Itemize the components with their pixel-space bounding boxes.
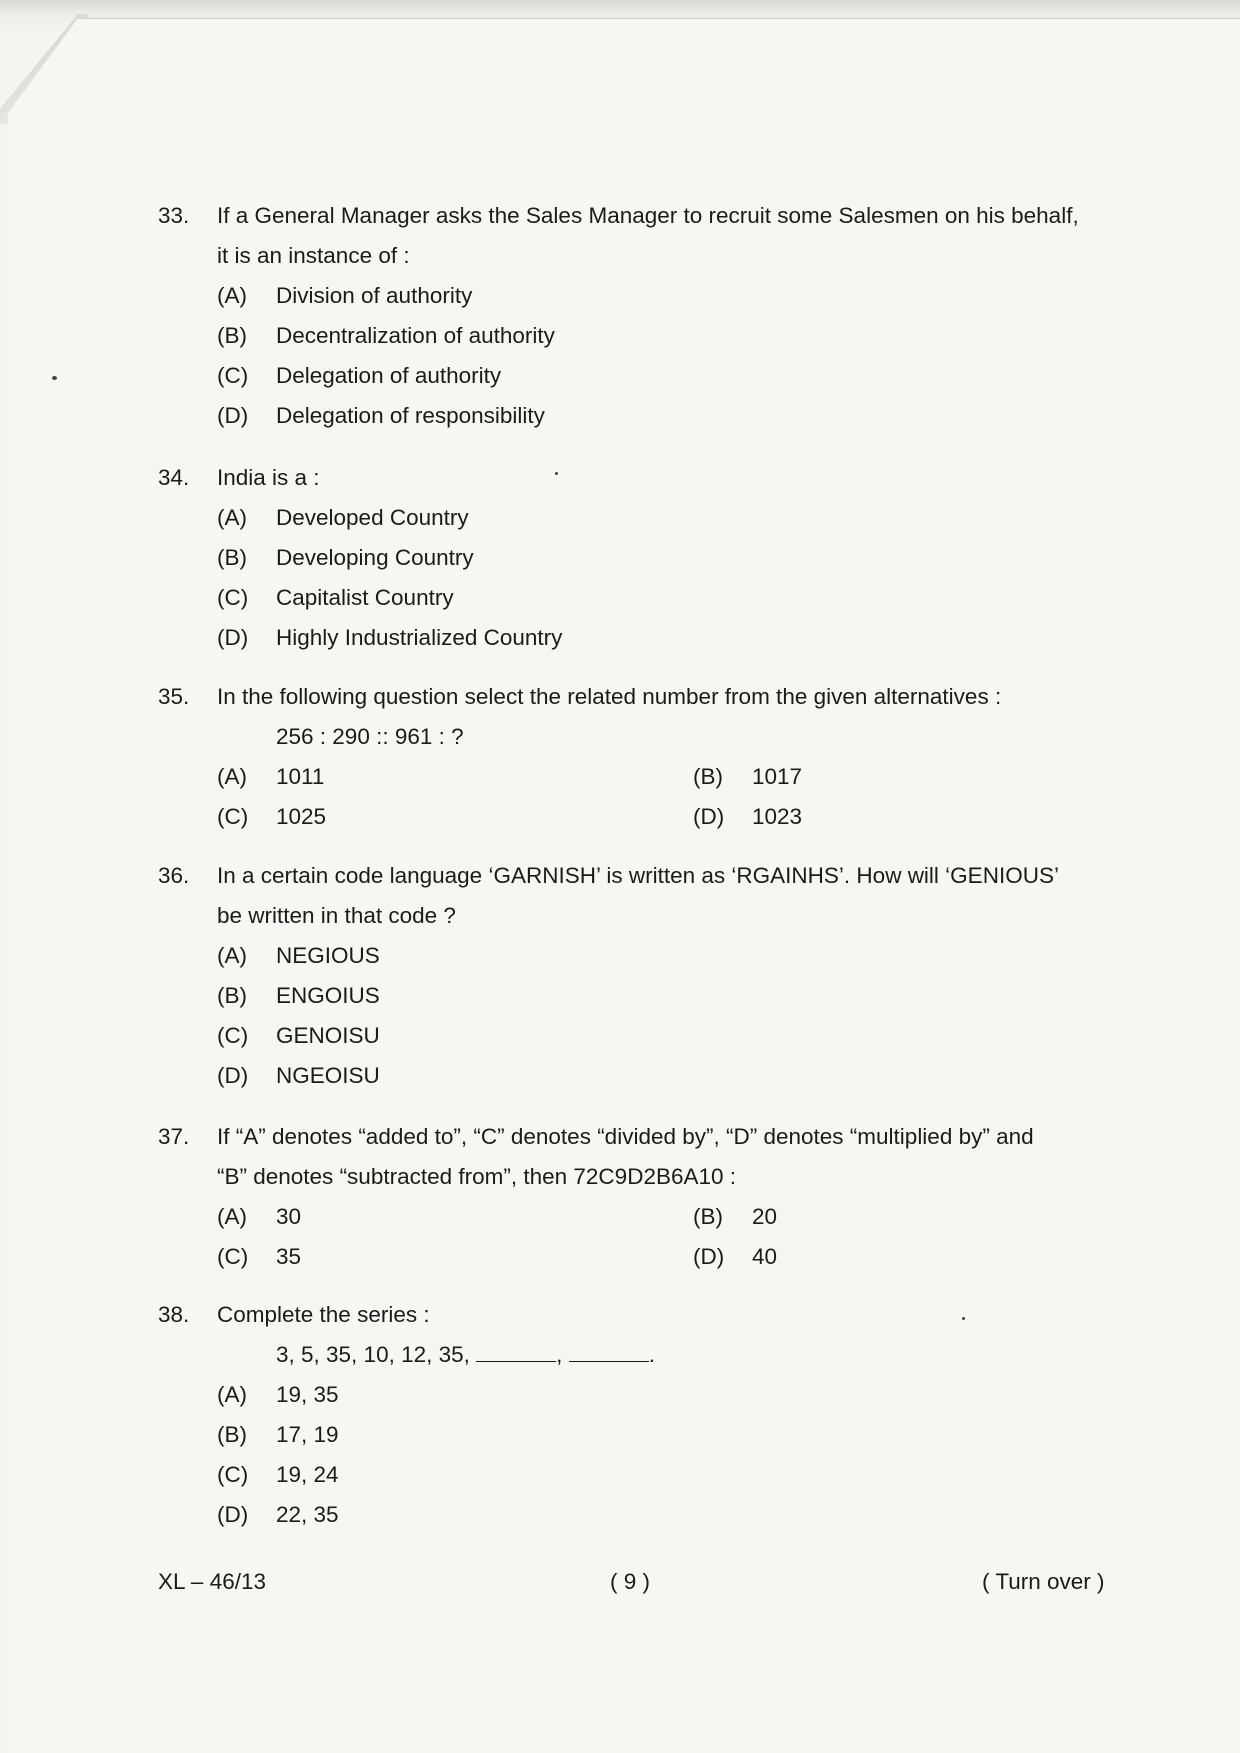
option-text: NGEOISU xyxy=(276,1063,380,1088)
option-c xyxy=(158,1455,1118,1495)
option-text: Highly Industrialized Country xyxy=(276,625,563,650)
option-c xyxy=(158,356,1118,396)
option-text: 19, 35 xyxy=(276,1382,339,1407)
option-text: 1023 xyxy=(752,804,803,829)
question-number: 34. xyxy=(158,465,190,490)
question-text: If a General Manager asks the Sales Manager to recruit some Salesmen on his behalf, xyxy=(217,203,1079,228)
series-blank xyxy=(476,1341,556,1362)
option-label: (A) xyxy=(217,505,247,530)
option-c xyxy=(158,1016,1118,1056)
question-text: In the following question select the related number from the given alternatives : xyxy=(217,684,1002,709)
option-label: (A) xyxy=(217,764,247,789)
option-b xyxy=(158,316,1118,356)
option-label: (A) xyxy=(217,283,247,308)
option-text: 1017 xyxy=(752,764,803,789)
option-text: 40 xyxy=(752,1244,778,1269)
option-label: (B) xyxy=(217,983,247,1008)
option-label: (D) xyxy=(693,804,725,829)
option-text: Division of authority xyxy=(276,283,473,308)
question-number: 38. xyxy=(158,1302,190,1327)
question-37 xyxy=(158,1117,1118,1277)
option-a xyxy=(158,498,1118,538)
option-label: (C) xyxy=(217,1023,249,1048)
option-label: (B) xyxy=(217,323,247,348)
question-36 xyxy=(158,856,1118,1096)
scan-speck xyxy=(52,376,57,380)
option-label: (A) xyxy=(217,1204,247,1229)
option-text: 1025 xyxy=(276,804,327,829)
option-row-1 xyxy=(158,1197,1118,1237)
option-label: (D) xyxy=(217,1063,249,1088)
option-text: Developing Country xyxy=(276,545,474,570)
option-text: 20 xyxy=(752,1204,778,1229)
option-a xyxy=(158,1375,1118,1415)
option-label: (C) xyxy=(217,585,249,610)
footer-turn-over: ( Turn over ) xyxy=(982,1569,1105,1594)
option-label: (C) xyxy=(217,1462,249,1487)
option-text: 22, 35 xyxy=(276,1502,339,1527)
question-text: If “A” denotes “added to”, “C” denotes “divided by”, “D” denotes “multiplied by” and xyxy=(217,1124,1034,1149)
option-row-1 xyxy=(158,757,1118,797)
option-d xyxy=(158,1056,1118,1096)
option-text: Delegation of responsibility xyxy=(276,403,545,428)
option-text: 35 xyxy=(276,1244,302,1269)
option-label: (B) xyxy=(693,1204,723,1229)
option-b xyxy=(158,976,1118,1016)
option-text: NEGIOUS xyxy=(276,943,380,968)
option-d xyxy=(158,1495,1118,1535)
footer-page-number: ( 9 ) xyxy=(610,1569,651,1594)
question-number: 35. xyxy=(158,684,190,709)
question-34 xyxy=(158,458,1118,658)
question-text: it is an instance of : xyxy=(217,243,410,268)
option-text: 30 xyxy=(276,1204,302,1229)
series-blank xyxy=(569,1341,649,1362)
question-number: 33. xyxy=(158,203,190,228)
option-label: (B) xyxy=(217,1422,247,1447)
option-text: 17, 19 xyxy=(276,1422,339,1447)
question-text: Complete the series : xyxy=(217,1302,430,1327)
option-label: (C) xyxy=(217,363,249,388)
option-text: Decentralization of authority xyxy=(276,323,555,348)
option-text: 1011 xyxy=(276,764,325,789)
question-text: be written in that code ? xyxy=(217,903,456,928)
option-a xyxy=(158,276,1118,316)
option-row-2 xyxy=(158,797,1118,837)
option-c xyxy=(158,578,1118,618)
option-label: (D) xyxy=(217,625,249,650)
option-label: (D) xyxy=(217,403,249,428)
option-b xyxy=(158,1415,1118,1455)
question-38 xyxy=(158,1295,1118,1535)
question-number: 36. xyxy=(158,863,190,888)
series-values: 3, 5, 35, 10, 12, 35, xyxy=(276,1342,470,1367)
question-35 xyxy=(158,677,1118,837)
option-label: (C) xyxy=(217,1244,249,1269)
option-label: (D) xyxy=(693,1244,725,1269)
option-text: GENOISU xyxy=(276,1023,380,1048)
option-text: Developed Country xyxy=(276,505,469,530)
question-33 xyxy=(158,196,1118,436)
question-text: India is a : xyxy=(217,465,320,490)
analogy-expression: 256 : 290 :: 961 : ? xyxy=(276,724,464,749)
option-text: 19, 24 xyxy=(276,1462,339,1487)
option-label: (A) xyxy=(217,943,247,968)
option-a xyxy=(158,936,1118,976)
series-line: 3, 5, 35, 10, 12, 35, , . xyxy=(276,1342,655,1367)
option-label: (D) xyxy=(217,1502,249,1527)
option-row-2 xyxy=(158,1237,1118,1277)
question-number: 37. xyxy=(158,1124,190,1149)
option-label: (C) xyxy=(217,804,249,829)
option-label: (B) xyxy=(217,545,247,570)
question-text: In a certain code language ‘GARNISH’ is written as ‘RGAINHS’. How will ‘GENIOUS’ xyxy=(217,863,1059,888)
option-label: (B) xyxy=(693,764,723,789)
option-d xyxy=(158,618,1118,658)
option-text: ENGOIUS xyxy=(276,983,380,1008)
option-text: Delegation of authority xyxy=(276,363,502,388)
footer-code: XL – 46/13 xyxy=(158,1569,267,1594)
option-label: (A) xyxy=(217,1382,247,1407)
option-b xyxy=(158,538,1118,578)
option-text: Capitalist Country xyxy=(276,585,454,610)
question-text: “B” denotes “subtracted from”, then 72C9D2B6A10 : xyxy=(217,1164,737,1189)
option-d xyxy=(158,396,1118,436)
